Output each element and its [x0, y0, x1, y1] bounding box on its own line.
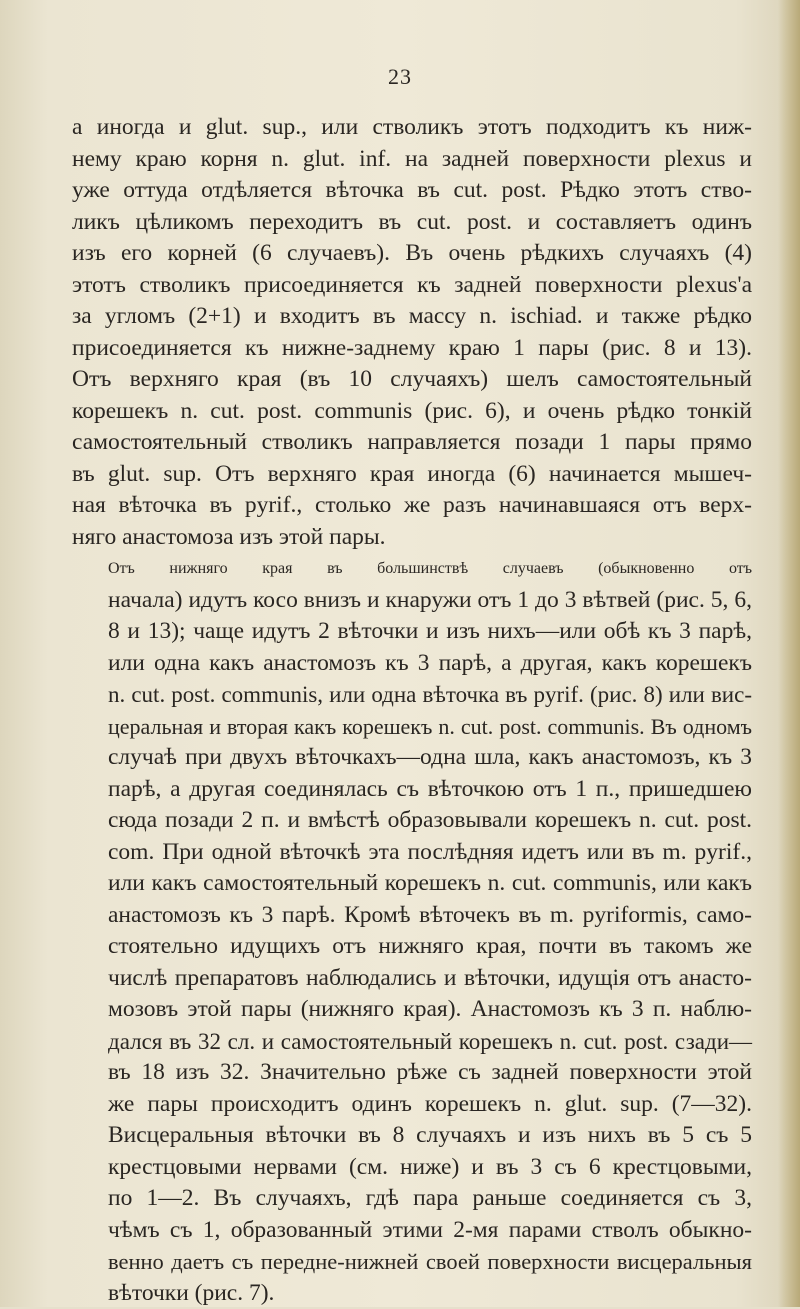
text-line: корешекъ n. cut. post. communis (рис. 6), и очень рѣдко тонкій	[72, 396, 752, 428]
text-line: Отъ верхняго края (въ 10 случаяхъ) шелъ самостоятельный	[72, 364, 752, 396]
text-line: за угломъ (2+1) и входитъ въ массу n. ischiad. и также рѣдко	[72, 301, 752, 333]
text-line: Отъ нижняго края въ большинствѣ случаевъ (обыкновенно отъ	[72, 553, 752, 585]
text-line: крестцовыми нервами (см. ниже) и въ 3 съ 6 крестцовыми,	[72, 1152, 752, 1184]
text-line: или какъ самостоятельный корешекъ n. cut. communis, или какъ	[72, 868, 752, 900]
text-line: случаѣ при двухъ вѣточкахъ—одна шла, какъ анастомозъ, къ 3	[72, 742, 752, 774]
text-line: въ 18 изъ 32. Значительно рѣже съ задней поверхности этой	[72, 1057, 752, 1089]
text-line: по 1—2. Въ случаяхъ, гдѣ пара раньше соединяется съ 3,	[72, 1183, 752, 1215]
text-line: этотъ стволикъ присоединяется къ задней поверхности plexus'а	[72, 270, 752, 302]
text-line: мозовъ этой пары (нижняго края). Анастомозъ къ 3 п. наблю-	[72, 994, 752, 1026]
page-number: 23	[0, 64, 800, 90]
text-line: же пары происходитъ одинъ корешекъ n. glut. sup. (7—32).	[72, 1089, 752, 1121]
paragraph	[72, 553, 752, 1309]
text-line: 8 и 13); чаще идутъ 2 вѣточки и изъ нихъ—или обѣ къ 3 парѣ,	[72, 616, 752, 648]
text-line: а иногда и glut. sup., или стволикъ этотъ подходитъ къ ниж-	[72, 112, 752, 144]
text-line: вѣточки (рис. 7).	[72, 1278, 752, 1309]
text-line: n. cut. post. communis, или одна вѣточка въ pyrif. (рис. 8) или вис-	[72, 679, 752, 711]
text-line: присоединяется къ нижне-заднему краю 1 пары (рис. 8 и 13).	[72, 333, 752, 365]
text-line: ликъ цѣликомъ переходитъ въ cut. post. и составляетъ одинъ	[72, 207, 752, 239]
text-line: или одна какъ анастомозъ къ 3 парѣ, а другая, какъ корешекъ	[72, 648, 752, 680]
text-line: няго анастомоза изъ этой пары.	[72, 522, 752, 554]
text-line: церальная и вторая какъ корешекъ n. cut. post. communis. Въ одномъ	[72, 711, 752, 743]
text-line: числѣ препаратовъ наблюдались и вѣточки, идущія отъ анасто-	[72, 963, 752, 995]
text-line: уже оттуда отдѣляется вѣточка въ cut. post. Рѣдко этотъ ство-	[72, 175, 752, 207]
text-line: ная вѣточка въ pyrif., столько же разъ начинавшаяся отъ верх-	[72, 490, 752, 522]
text-line: сюда позади 2 п. и вмѣстѣ образовывали корешекъ n. cut. post.	[72, 805, 752, 837]
text-line: анастомозъ къ 3 парѣ. Кромѣ вѣточекъ въ m. pyriformis, само-	[72, 900, 752, 932]
text-line: Висцеральныя вѣточки въ 8 случаяхъ и изъ нихъ въ 5 съ 5	[72, 1120, 752, 1152]
text-line: самостоятельный стволикъ направляется позади 1 пары прямо	[72, 427, 752, 459]
text-line: парѣ, а другая соединялась съ вѣточкою отъ 1 п., пришедшею	[72, 774, 752, 806]
body-text	[72, 112, 752, 1309]
paragraph	[72, 112, 752, 553]
text-line: изъ его корней (6 случаевъ). Въ очень рѣдкихъ случаяхъ (4)	[72, 238, 752, 270]
text-line: венно даетъ съ передне-нижней своей поверхности висцеральныя	[72, 1246, 752, 1278]
text-line: начала) идутъ косо внизъ и кнаружи отъ 1 до 3 вѣтвей (рис. 5, 6,	[72, 585, 752, 617]
page-edge-shadow	[778, 0, 800, 1307]
text-line: стоятельно идущихъ отъ нижняго края, почти въ такомъ же	[72, 931, 752, 963]
text-line: com. При одной вѣточкѣ эта послѣдняя идетъ или въ m. pyrif.,	[72, 837, 752, 869]
text-line: нему краю корня n. glut. inf. на задней поверхности plexus и	[72, 144, 752, 176]
text-line: въ glut. sup. Отъ верхняго края иногда (6) начинается мышеч-	[72, 459, 752, 491]
text-line: дался въ 32 сл. и самостоятельный корешекъ n. cut. post. сзади—	[72, 1026, 752, 1058]
text-line: чѣмъ съ 1, образованный этими 2-мя парами стволъ обыкно-	[72, 1215, 752, 1247]
